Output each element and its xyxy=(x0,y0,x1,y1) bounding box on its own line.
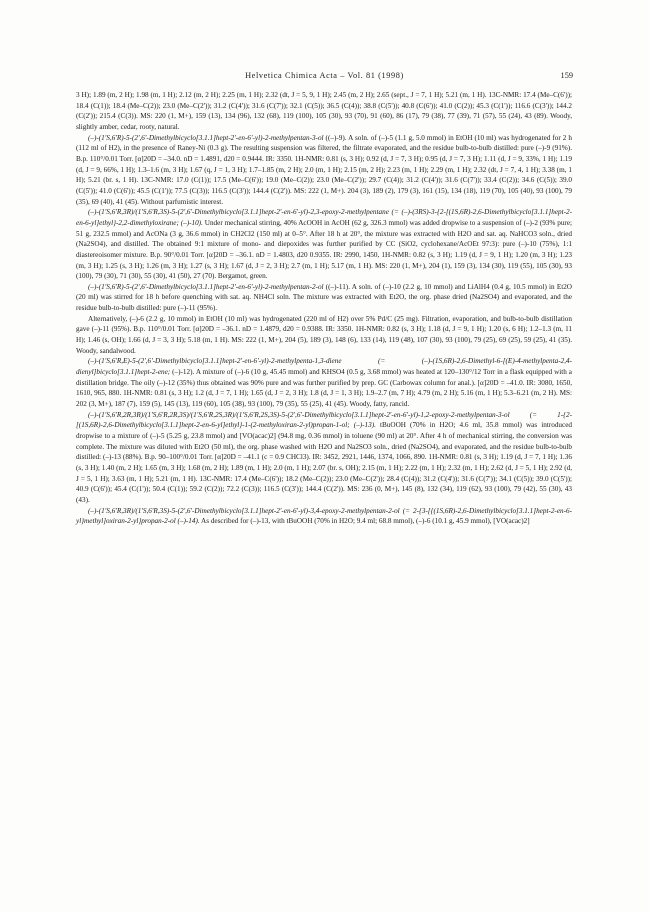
experimental-paragraph xyxy=(76,207,572,282)
running-header xyxy=(76,71,573,85)
compound-name: (–)-(1'S,6'R,3R)/(1'S,6'R,3S)-5-(2',6'-Dimethylbicyclo[3.1.1]hept-2'-en-6'-yl)-3,4-epoxy-2-methylpentan-2-ol (= 2-{3-[{(1S,6R)-2,6-Dimethylbicyclo[3.1.1]hept-2-en-6-yl}methyl]oxiran-2-yl}propan-2-ol (–)-14). xyxy=(76,506,572,526)
compound-name: (–)-(1'S,6'R,2R,3R)/(1'S,6'R,2R,3S)/(1'S,6'R,2S,3R)/(1'S,6'R,2S,3S)-5-(2',6'-Dimethylbicyclo[3.1.1]hept-2'-en-6'-yl)-1,2-epoxy-2-methylpentan-3-ol (= 1-{2-[(1S,6R)-2,6-Dimethylbicyclo[3.1.1]hept-2-en-6-yl]ethyl}-1-(2-methyloxiran-2-yl)propan-1-ol; (–)-13). xyxy=(76,410,572,430)
article-body xyxy=(76,90,572,890)
compound-name: (–)-(1'S,6'R,E)-5-(2',6'-Dimethylbicyclo[3.1.1]hept-2'-en-6'-yl)-2-methylpenta-1,3-diene (= (–)-(1S,6R)-2,6-Dimethyl-6-[(E)-4-methylpenta-2,4-dienyl]bicyclo[3.1.1]hept-2-ene; xyxy=(76,357,572,377)
experimental-paragraph xyxy=(76,506,572,527)
page-number: 159 xyxy=(560,71,573,80)
paragraph-text: tBuOOH (70% in H2O; 4.6 ml, 35.8 mmol) was introduced dropwise to a mixture of (–)-5 (5.25 g, 23.8 mmol) and [VO(acac)2] (94.8 mg, 0.36 mmol) in toluene (90 ml) at 20°. After 4 h of mechanical stirring, the conversion was complete. The mixture was diluted with Et2O (50 ml), the org. phase washed with H2O and Na2SO3 soln., dried (Na2SO4), and evaporated, and the residue bulb-to-bulb distilled: (–)-13 (88%). B.p. 90–100°/0.01 Torr. [α]20D = –41.1 (c = 0.9 CHCl3). IR: 3452, 2921, 1446, 1374, 1066, 890. 1H-NMR: 0.81 (s, 3 H); 1.19 (d, J = 7, 1 H); 1.36 (s, 3 H); 1.40 (m, 2 H); 1.65 (m, 3 H); 1.68 (m, 2 H); 1.89 (m, 1 H); 2.0 (m, 1 H); 2.07 (br. s, OH); 2.15 (m, 1 H); 2.22 (m, 1 H); 2.32 (m, 1 H); 2.62 (d, J = 5, 1 H); 2.92 (d, J = 5, 1 H); 3.63 (m, 1 H); 5.21 (m, 1 H). 13C-NMR: 17.4 (Me–C(6')); 18.2 (Me–C(2)); 23.0 (Me–C(2')); 28.4 (C(4)); 31.2 (C(4')); 31.6 (C(7')); 34.1 (C(5)); 39.0 (C(5')); 40.9 (C(6')); 45.4 (C(1')); 50.4 (C(1)); 59.2 (C(2)); 72.2 (C(3)); 116.5 (C(3')); 144.4 (C(2')). MS: 236 (0, M+), 145 (8), 132 (34), 119 (62), 93 (100), 79 (42), 55 (30), 43 (43). xyxy=(76,421,572,504)
paragraph-text: Under mechanical stirring, 40% AcOOH in AcOH (62 g, 326.3 mmol) was added dropwise to a suspension of (–)-2 (93% pure; 51 g, 232.5 mmol) and AcONa (3 g, 36.6 mmol) in CH2Cl2 (150 ml) at 0–5°. After 18 h at 20°, the mixture was extracted with H2O and sat. aq. NaHCO3 soln., dried (Na2SO4), and distilled. The obtained 9:1 mixture of mono- and diepoxides was further purified by CC (SiO2, cyclohexane/AcOEt 97:3): pure (–)-10 (75%), 1:1 diastereoisomer mixture. B.p. 90°/0.01 Torr. [α]20D = –36.1. nD = 1.4803, d20 0.9355. IR: 2990, 1450, 1H-NMR: 0.82 (s, 3 H); 1.19 (d, J = 9, 1 H); 1.20 (m, 3 H); 1.23 (m, 3 H); 1.25 (s, 3 H); 1.26 (m, 3 H); 1.27 (s, 3 H); 1.67 (d, J = 2, 3 H); 2.7 (m, 1 H); 5.17 (m, 1 H). MS: 220 (1, M+), 204 (1), 159 (3), 134 (30), 119 (55), 105 (30), 93 (100), 79 (30), 71 (30), 55 (30), 41 (50), 27 (70). Bergamot, green. xyxy=(76,218,573,281)
experimental-paragraph xyxy=(76,282,572,314)
experimental-paragraph xyxy=(76,133,572,208)
paragraph-text: ((–)-9). A soln. of (–)-5 (1.1 g, 5.0 mmol) in EtOH (10 ml) was hydrogenated for 2 h (112 ml of H2), in the presence of Raney-Ni (0.3 g). The resulting suspension was filtered, the filtrate evaporated, and the residue bulb-to-bulb distilled: pure (–)-9 (91%). B.p. 110°/0.01 Torr. [α]20D = –34.0. nD = 1.4891, d20 = 0.9444. IR: 3350. 1H-NMR: 0.81 (s, 3 H); 0.92 (d, J = 7, 3 H); 0.95 (d, J = 7, 3 H); 1.11 (d, J = 9, 33%, 1 H); 1.19 (d, J = 9, 66%, 1 H); 1.3–1.6 (m, 3 H); 1.67 (q, J = 1, 3 H); 1.7–1.85 (m, 2 H); 2.0 (m, 1 H); 2.15 (m, 2 H); 2.23 (m, 1 H); 2.29 (m, 1 H); 2.32 (dt, J = 7, 4, 1 H); 3.38 (m, 1 H); 5.21 (br. s, 1 H). 13C-NMR: 17.0 (C(1)); 17.5 (Me–C(6')); 19.0 (Me–C(2)); 23.0 (Me–C(2')); 29.7 (C(4)); 31.2 (C(4')); 31.6 (C(7')); 33.4 (C(2)); 34.6 (C(5)); 39.0 (C(5')); 41.0 (C(6')); 45.5 (C(1')); 77.5 (C(3)); 116.5 (C(3')); 144.4 (C(2')). MS: 222 (1, M+). 204 (3), 189 (2), 179 (3), 161 (15), 134 (18), 119 (70), 105 (40), 93 (100), 79 (35), 69 (40), 41 (45). Without parfumistic interest. xyxy=(76,133,572,206)
paragraph-text: (–)-12). A mixture of (–)-6 (10 g, 45.45 mmol) and KHSO4 (0.5 g, 3.68 mmol) was heated at 120–130°/12 Torr in a flask equipped with a distillation bridge. The oily (–)-12 (35%) thus obtained was 90% pure and was further purified by prep. GC (Carbowax column for anal.). [α]20D = –41.0. IR: 3080, 1650, 1610, 965, 880. 1H-NMR: 0.81 (s, 3 H); 1.2 (d, J = 7, 1 H); 1.65 (d, J = 2, 3 H); 1.8 (d, J = 1, 3 H); 1.9–2.7 (m, 7 H); 4.79 (m, 2 H); 5.16 (m, 1 H); 5.3–6.21 (m, 2 H). MS: 202 (3, M+), 187 (7), 159 (5), 145 (13), 119 (60), 105 (38), 93 (100), 79 (35), 55 (25), 41 (45). Woody, fatty, rancid. xyxy=(76,368,572,409)
compound-name: (–)-(1'S,6'R)-5-(2',6'-Dimethylbicyclo[3.1.1]hept-2'-en-6'-yl)-2-methylpentan-3-ol xyxy=(88,133,324,142)
paragraph-text: As described for (–)-13, with tBuOOH (70% in H2O; 9.4 ml; 68.8 mmol), (–)-6 (10.1 g, 45.9 mmol), [VO(acac)2] xyxy=(199,517,530,526)
compound-name: (–)-(1'S,6'R)-5-(2',6'-Dimethylbicyclo[3.1.1]hept-2'-en-6'-yl)-2-methylpentan-2-ol xyxy=(88,282,324,291)
compound-name: (–)-(1'S,6'R,3R)/(1'S,6'R,3S)-5-(2',6'-Dimethylbicyclo[3.1.1]hept-2'-en-6'-yl)-2,3-epoxy-2-methylpentane (= (–)-(3RS)-3-{2-[(1S,6R)-2,6-Dimethylbicyclo[3.1.1]hept-2-en-6-yl]ethyl}-2,2-dimethyloxirane; (–)-10). xyxy=(76,208,572,227)
experimental-paragraph xyxy=(76,410,572,506)
paragraph-text: Alternatively, (–)-6 (2.2 g, 10 mmol) in EtOH (10 ml) was hydrogenated (220 ml of H2) over 5% Pd/C (25 mg). Filtration, evaporation, and bulb-to-bulb distillation gave (–)-11 (95%). B.p. 110°/0.01 Torr. [α]20D = –36.1. nD = 1.4879, d20 = 0.9388. IR: 3350. 1H-NMR: 0.82 (s, 3 H); 1.18 (d, J = 9, 1 H); 1.20 (s, 6 H); 1.2–1.3 (m, 11 H); 1.46 (s, OH); 1.66 (d, J = 3, 3 H); 5.18 (m, 1 H). MS: 222 (1, M+), 204 (5), 189 (3), 148 (6), 133 (14), 119 (48), 107 (30), 93 (100), 79 (25), 69 (25), 59 (25), 41 (35). Woody, sandalwood. xyxy=(76,314,572,355)
paragraph-text: ((–)-11). A soln. of (–)-10 (2.2 g, 10 mmol) and LiAlH4 (0.4 g, 10.5 mmol) in Et2O (20 ml) was stirred for 18 h before quenching with sat. aq. NH4Cl soln. The mixture was extracted with Et2O, the org. phase dried (Na2SO4) and evaporated, and the residue bulb-to-bulb distilled: pure (–)-11 (95%). xyxy=(76,282,572,313)
journal-title: Helvetica Chimica Acta – Vol. 81 (1998) xyxy=(245,71,404,80)
experimental-paragraph xyxy=(76,314,572,357)
experimental-paragraph xyxy=(76,356,572,409)
experimental-paragraph xyxy=(76,90,572,133)
paragraph-text: 3 H); 1.89 (m, 2 H); 1.98 (m, 1 H); 2.12 (m, 2 H); 2.25 (m, 1 H); 2.32 (dt, J = 5, 9, 1 H); 2.45 (m, 2 H); 2.65 (sept., J = 7, 1 H); 5.21 (m, 1 H). 13C-NMR: 17.4 (Me–C(6')); 18.4 (C(1)); 18.4 (Me–C(2)); 23.0 (Me–C(2')); 31.2 (C(4')); 31.6 (C(7')); 32.1 (C(5)); 36.5 (C(4)); 38.8 (C(5')); 40.8 (C(6')); 41.0 (C(2)); 45.3 (C(1')); 116.6 (C(3')); 144.2 (C(2')); 215.4 (C(3)). MS: 220 (1, M+), 159 (13), 134 (96), 132 (68), 119 (100), 105 (30), 93 (70), 91 (60), 86 (17), 79 (38), 77 (39), 71 (57), 55 (24), 43 (89). Woody, slightly amber, cedar, rooty, natural. xyxy=(76,91,572,131)
